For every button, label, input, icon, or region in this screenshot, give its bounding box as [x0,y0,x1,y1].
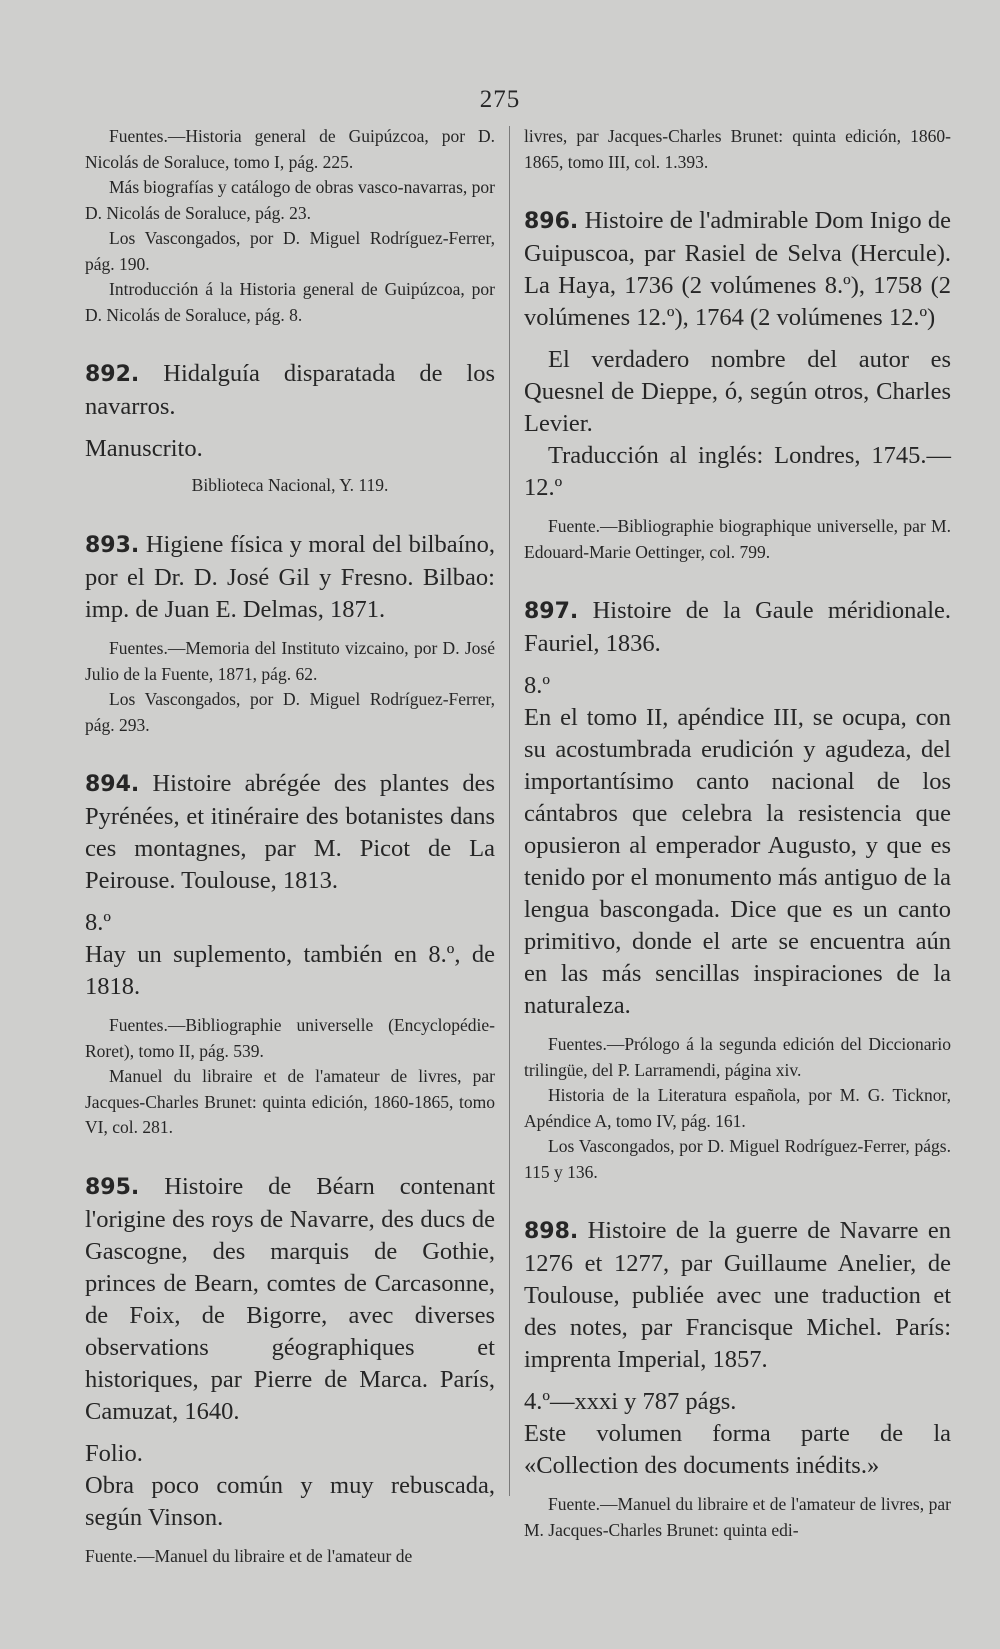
source-note: Fuentes.—Bibliographie universelle (Encyclopédie-Roret), tomo II, pág. 539. [85,1015,495,1061]
page-number: 275 [479,86,521,113]
entry-895 [85,1171,495,1428]
entry-note: Traducción al inglés: Londres, 1745.—12.º [524,442,951,501]
source-note: Introducción á la Historia general de Guipúzcoa, por D. Nicolás de Soraluce, pág. 8. [85,279,495,325]
entry-note: Hay un suplemento, también en 8.º, de 1818. [85,941,495,1000]
source-note: Más biografías y catálogo de obras vasco-navarras, por D. Nicolás de Soraluce, pág. 23. [85,177,495,223]
source-note: Historia de la Literatura española, por M. G. Ticknor, Apéndice A, tomo IV, pág. 161. [524,1085,951,1131]
entry-896 [524,205,951,334]
left-column [85,124,495,1569]
library-reference: Biblioteca Nacional, Y. 119. [191,475,389,495]
entry-title: Histoire de la Gaule méridionale. Fauriel, 1836. [524,597,952,657]
source-note: livres, par Jacques-Charles Brunet: quinta edición, 1860-1865, tomo III, col. 1.393. [524,126,951,172]
entry-892 [85,358,495,423]
source-note: Fuentes.—Memoria del Instituto vizcaino, por D. José Julio de la Fuente, 1871, pág. 62. [85,638,495,684]
column-divider [509,126,510,1496]
entry-note: Este volumen forma parte de la «Collection des documents inédits.» [524,1420,951,1479]
source-note: Los Vascongados, por D. Miguel Rodríguez-Ferrer, pág. 293. [85,689,495,735]
entry-number: 895. [85,1174,140,1200]
entry-title: Histoire abrégée des plantes des Pyrénées, et itinéraire des botanistes dans ces montagnes, par M. Picot de La Peirouse. Toulouse, 1813. [85,770,495,894]
entry-number: 894. [85,772,140,797]
entry-number: 896. [524,209,579,234]
source-note: Los Vascongados, por D. Miguel Rodríguez-Ferrer, pág. 190. [85,228,495,274]
entry-number: 893. [85,533,140,558]
entry-format: 8.º [85,909,111,936]
entry-number: 898. [524,1219,579,1244]
entry-format: Folio. [85,1439,143,1467]
entry-note: El verdadero nombre del autor es Quesnel de Dieppe, ó, según otros, Charles Levier. [524,346,951,437]
entry-title: Histoire de la guerre de Navarre en 1276 et 1277, par Guillaume Anelier, de Toulouse, publiée avec une traduction et des notes, par Francisque Michel. París: imprenta Imperial, 1857. [524,1217,951,1373]
entry-898 [524,1215,951,1376]
entry-title: Histoire de Béarn contenant l'origine des roys de Navarre, des ducs de Gascogne, des marquis de Gothie, princes de Bearn, comtes de Carcasonne, de Foix, de Bigorre, avec diverses observations géographiques et historiques, par Pierre de Marca. París, Camuzat, 1640. [85,1172,495,1425]
entry-note: En el tomo II, apéndice III, se ocupa, con su acostumbrada erudición y agudeza, del importantísimo canto nacional de los cántabros que celebra la resistencia que opusieron al emperador Augusto, y que es tenido por el monumento más antiguo de la lengua bascongada. Dice que es un canto primitivo, donde el arte se encuentra aún en las más sencillas inspiraciones de la naturaleza. [524,704,951,1019]
entry-893 [85,529,495,626]
entry-title: Higiene física y moral del bilbaíno, por el Dr. D. José Gil y Fresno. Bilbao: imp. de Juan E. Delmas, 1871. [85,531,496,623]
source-note: Los Vascongados, por D. Miguel Rodríguez-Ferrer, págs. 115 y 136. [524,1136,951,1182]
entry-note: Obra poco común y muy rebuscada, según Vinson. [85,1471,495,1531]
source-note: Fuentes.—Historia general de Guipúzcoa, por D. Nicolás de Soraluce, tomo I, pág. 225. [85,126,495,172]
entry-title: Histoire de l'admirable Dom Inigo de Guipuscoa, par Rasiel de Selva (Hercule). La Haya, 1736 (2 volúmenes 8.º), 1758 (2 volúmenes 12.º), 1764 (2 volúmenes 12.º) [524,207,951,331]
entry-format: 8.º [524,672,550,699]
source-note: Fuente.—Manuel du libraire et de l'amateur de livres, par M. Jacques-Charles Brunet: quinta edi- [524,1494,951,1540]
source-note: Fuentes.—Prólogo á la segunda edición del Diccionario trilingüe, del P. Larramendi, página xiv. [524,1034,951,1080]
entry-title: Hidalguía disparatada de los navarros. [85,360,496,420]
source-note: Fuente.—Bibliographie biographique universelle, par M. Edouard-Marie Oettinger, col. 799. [524,516,951,562]
entry-number: 892. [85,362,140,387]
source-note: Manuel du libraire et de l'amateur de livres, par Jacques-Charles Brunet: quinta edición, 1860-1865, tomo VI, col. 281. [85,1066,495,1137]
source-note: Fuente.—Manuel du libraire et de l'amateur de [85,1545,413,1566]
entry-894 [85,768,495,897]
entry-number: 897. [524,599,579,624]
entry-897 [524,595,951,660]
entry-format: Manuscrito. [85,435,203,462]
entry-format: 4.º—xxxi y 787 págs. [524,1388,737,1415]
right-column [524,124,951,1543]
